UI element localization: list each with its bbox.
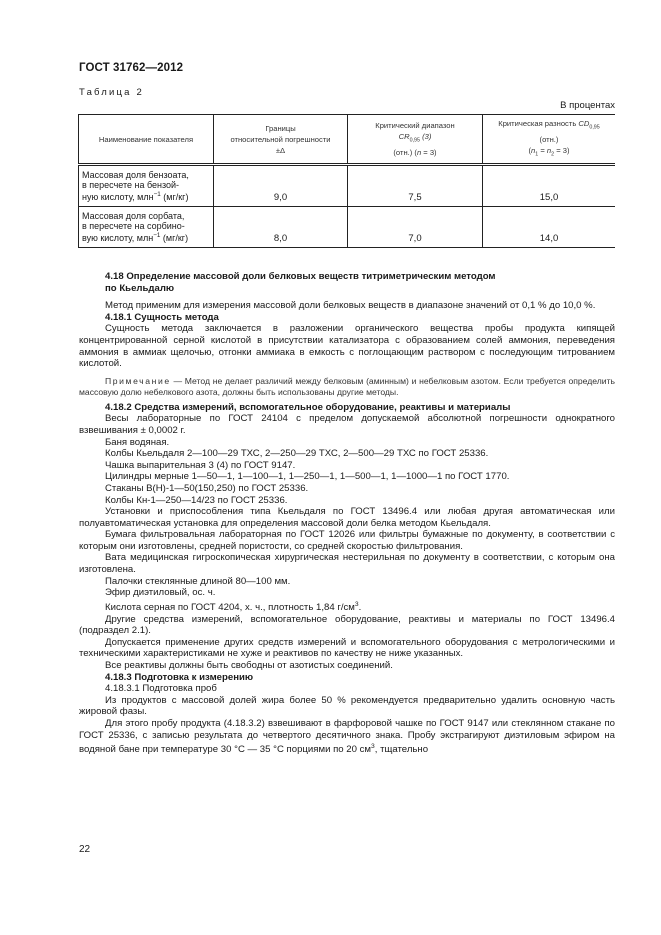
paragraph: Палочки стеклянные длиной 80—100 мм.: [105, 575, 291, 587]
header-cd-n1: n: [531, 145, 536, 155]
header-cr-arg: (3): [419, 132, 432, 142]
row-critical-range: 7,5: [348, 165, 483, 207]
row-name-line3: вую кислоту, млн: [82, 233, 154, 243]
note: [79, 376, 615, 398]
header-cr-symbol: CR: [398, 132, 410, 142]
header-cr-n: n: [416, 147, 422, 157]
standard-title: ГОСТ 31762—2012: [79, 62, 184, 74]
header-cr-line3b: = 3): [421, 147, 437, 157]
header-cd-eq: =: [538, 145, 547, 155]
acid-text: Кислота серная по ГОСТ 4204, х. ч., плотность 1,84 г/см: [105, 602, 355, 614]
paragraph: Метод применим для измерения массовой доли белковых веществ в диапазоне значений от 0,1 % до 10,0 %.: [105, 300, 596, 312]
paragraph: Чашка выпарительная 3 (4) по ГОСТ 9147.: [105, 459, 296, 471]
paragraph: Сущность метода заключается в разложении органического вещества пробы продукта кипящей концентрированной серной кислотой в присутствии катализатора с образованием солей аммония, переведения аммония в аммиак щелочью, отгонки аммиака в емкость с поглощающим раствором с последующим титрованием кислотой.: [79, 323, 615, 370]
table-units: В процентах: [560, 100, 615, 111]
page-number: 22: [79, 844, 91, 855]
acid-end: .: [358, 602, 362, 614]
header-cd-symbol: CD: [578, 118, 590, 128]
header-critical-range: [348, 115, 483, 165]
table-caption: Таблица 2: [79, 87, 144, 98]
section-heading: 4.18.2 Средства измерений, вспомогательное оборудование, реактивы и материалы: [105, 401, 511, 413]
row-name-line2: в пересчете на бензой-: [82, 180, 180, 190]
section-heading: 4.18.3 Подготовка к измерению: [105, 671, 254, 683]
row-critical-difference: 15,0: [483, 165, 616, 207]
paragraph-text: Для этого пробу продукта (4.18.3.2) взвешивают в фарфоровой чашке по ГОСТ 9147 или стеклянном стакане по ГОСТ 25336, с записью результата до четвертого десятичного знака. Пробу экстрагируют диэтиловым эфиром на водяной бане при температуре 30 °С — 35 °С порциями по 20 см: [79, 717, 615, 756]
paragraph: Эфир диэтиловый, ос. ч.: [105, 587, 216, 599]
row-bounds: 8,0: [214, 207, 348, 248]
row-name-line2: в пересчете на сорбино-: [82, 221, 185, 231]
header-bounds-line1: Границы: [265, 123, 296, 133]
header-critical-difference: Критическая разность $CD_{0,95}$ (отн.) $(n_1 = n_2 = 3)$: [483, 115, 616, 165]
row-name-unit: (мг/кг): [160, 192, 189, 202]
row-name-line1: Массовая доля бензоата,: [82, 170, 189, 180]
header-cd-end: = 3): [554, 145, 570, 155]
section-heading: 4.18 Определение массовой доли белковых веществ титриметрическим методом: [105, 271, 496, 282]
header-bounds-line2: относительной погрешности: [230, 134, 331, 144]
paragraph-end: , тщательно: [374, 744, 429, 756]
row-name: [79, 165, 214, 207]
note-label: Примечание: [105, 375, 171, 386]
header-bounds-line3: ±Δ: [275, 145, 286, 155]
row-name-sup: −1: [153, 191, 161, 198]
table-2: [78, 114, 615, 248]
section-heading-cont: по Кьельдалю: [105, 282, 175, 294]
paragraph: Весы лабораторные по ГОСТ 24104 с пределом допускаемой абсолютной погрешности однократного взвешивания ± 0,0002 г.: [79, 413, 615, 436]
header-cd-sub: 0,95: [589, 124, 600, 131]
paragraph: Все реактивы должны быть свободны от азотистых соединений.: [105, 660, 393, 671]
paragraph: Стаканы В(Н)-1—50(150,250) по ГОСТ 25336.: [105, 482, 309, 494]
paragraph: Баня водяная.: [105, 436, 170, 448]
header-bounds: [214, 115, 348, 165]
header-name: Наименование показателя: [79, 115, 214, 165]
paragraph: Другие средства измерений, вспомогательное оборудование, реактивы и материалы по ГОСТ 13496.4 (подраздел 2.1).: [79, 613, 615, 637]
row-critical-range: 7,0: [348, 207, 483, 248]
row-name-line3: ную кислоту, млн: [82, 192, 154, 202]
paragraph: Вата медицинская гигроскопическая хирургическая нестерильная по документу в соответствии, с которым она изготовлена.: [79, 552, 615, 576]
section-heading: 4.18.1 Сущность метода: [105, 311, 219, 323]
paragraph: Из продуктов с массовой долей жира более 50 % рекомендуется предварительно удалить основную часть жировой фазы.: [79, 694, 615, 718]
table-header-row: [79, 115, 616, 165]
table-row: [79, 165, 616, 207]
header-cd-line2: (отн.): [539, 134, 559, 144]
row-name-sup: −1: [153, 232, 161, 239]
paragraph: [79, 718, 615, 756]
header-cr-line3a: (отн.) (: [393, 147, 417, 157]
header-cr-sub: 0,95: [409, 137, 420, 144]
header-cr-line1: Критический диапазон: [375, 121, 455, 131]
paragraph: Колбы Кн-1—250—14/23 по ГОСТ 25336.: [105, 494, 288, 506]
row-bounds: 9,0: [214, 165, 348, 207]
paragraph: Колбы Кьельдаля 2—100—29 ТХС, 2—250—29 ТХС, 2—500—29 ТХС по ГОСТ 25336.: [105, 448, 489, 460]
section-4-18: [79, 271, 615, 756]
paragraph-sup: 3: [371, 743, 375, 751]
paragraph: Установки и приспособления типа Кьельдаля по ГОСТ 13496.4 или любая другая автоматическая или полуавтоматическая установка для определения массовой доли белка методом Кьельдаля.: [79, 506, 615, 529]
acid-sup: 3: [354, 600, 359, 608]
paragraph: Бумага фильтровальная лабораторная по ГОСТ 12026 или фильтры бумажные по документу, в соответствии с которым они изготовлены, средней пористости, со средней скоростью фильтрования.: [79, 529, 615, 552]
header-cd-n1sub: 1: [535, 151, 539, 158]
row-name: [79, 207, 214, 248]
header-cd-n2: n: [546, 145, 552, 155]
subsection-heading: 4.18.3.1 Подготовка проб: [105, 683, 217, 695]
row-critical-difference: 14,0: [483, 207, 616, 248]
header-cd-n2sub: 2: [551, 151, 555, 158]
paragraph: Допускается применение других средств измерений и вспомогательного оборудования с метрологическими и техническими характеристиками не хуже и реактивов по качеству не ниже указанных.: [79, 636, 615, 660]
paragraph: Цилиндры мерные 1—50—1, 1—100—1, 1—250—1, 1—500—1, 1—1000—1 по ГОСТ 1770.: [105, 471, 510, 483]
row-name-unit: (мг/кг): [160, 233, 189, 243]
row-name-line1: Массовая доля сорбата,: [82, 211, 185, 221]
note-text: — Метод не делает различий между белковым (аминным) и небелковым азотом. Если требуется определить массовую долю небелкового азота, должны быть использованы другие методы.: [79, 375, 615, 397]
paragraph: [79, 599, 615, 614]
table-row: [79, 207, 616, 248]
header-cd-line1: Критическая разность: [498, 118, 579, 128]
